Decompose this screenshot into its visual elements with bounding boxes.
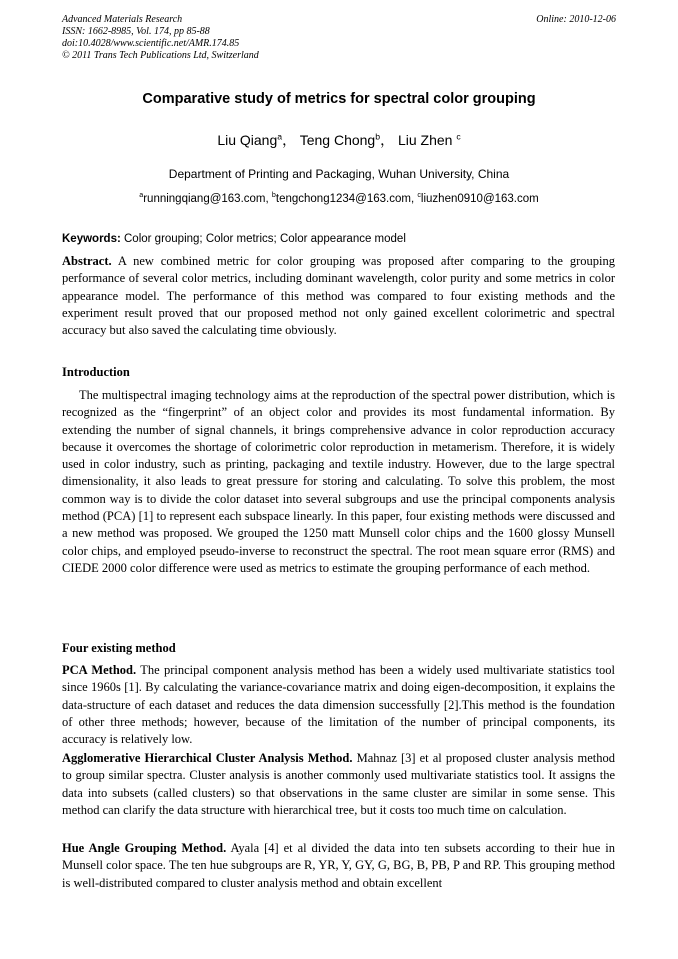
keywords-label: Keywords: — [62, 233, 121, 245]
online-date: Online: 2010-12-06 — [536, 14, 616, 25]
author-mark: b — [375, 131, 381, 142]
keywords — [62, 231, 616, 247]
section-heading-four-methods: Four existing method — [62, 641, 176, 655]
email-address[interactable]: liuzhen0910@163.com — [420, 193, 539, 205]
pca-method-paragraph — [62, 662, 615, 748]
author-mark: a — [277, 131, 283, 142]
email-address[interactable]: runningqiang@163.com, — [143, 193, 272, 205]
journal-header — [62, 14, 616, 62]
author-separator: ， — [282, 132, 297, 148]
cluster-method-paragraph — [62, 750, 615, 819]
author-separator: ， — [380, 132, 395, 148]
cluster-method-label: Agglomerative Hierarchical Cluster Analysis Method. — [62, 751, 353, 765]
abstract — [62, 253, 615, 339]
email-mark: c — [417, 191, 421, 200]
email-list — [62, 191, 616, 207]
section-heading-introduction: Introduction — [62, 365, 130, 379]
affiliation: Department of Printing and Packaging, Wuhan University, China — [168, 167, 510, 181]
author-mark: c — [456, 131, 461, 142]
hue-method-paragraph — [62, 840, 615, 892]
introduction-paragraph: The multispectral imaging technology aims at the reproduction of the spectral power distribution, which is recognized as the “fingerprint” of an object color and provides its most fundamental information. By extending the number of signal channels, it brings comprehensive advance in color reproduction accuracy because it overcomes the shortage of colorimetric color reproduction in metamerism. Therefore, it is widely used in color industry, such as printing, packaging and textile industry. However, due to the large spectral dimensionality, it also leads to great pressure for storing and calculating. To solve this problem, the most common way is to divide the color dataset into several subgroups and use the principal components analysis method (PCA) [1] to represent each subspace linearly. In this paper, four existing methods were discussed and a new method was proposed. We grouped the 1250 matt Munsell color chips and the 1600 glossy Munsell color chips, and employed pseudo-inverse to reconstruct the spectral. The root mean square error (RMS) and CIEDE 2000 color difference were used as metrics to estimate the grouping performance of each method. — [62, 388, 615, 575]
paper-title: Comparative study of metrics for spectral color grouping — [142, 91, 536, 107]
email-address[interactable]: tengchong1234@163.com, — [275, 193, 418, 205]
pca-method-text: The principal component analysis method has been a widely used multivariate statistics tool since 1960s [1]. By calculating the variance-covariance matrix and doing eigen-decomposition, it explains the data-structure of each dataset and reduces the data dimension successfully [2].This method is the foundation of other three methods; however, because of the limitation of the number of principal components, its accuracy is relatively low. — [62, 663, 615, 747]
doi-line: doi:10.4028/www.scientific.net/AMR.174.85 — [62, 38, 240, 49]
keywords-text: Color grouping; Color metrics; Color appearance model — [120, 233, 406, 245]
email-mark: b — [271, 191, 276, 200]
email-mark: a — [139, 191, 144, 200]
hue-method-label: Hue Angle Grouping Method. — [62, 841, 227, 855]
author-name: Teng Chong — [299, 132, 376, 148]
abstract-label: Abstract. — [62, 254, 112, 268]
issn-line: ISSN: 1662-8985, Vol. 174, pp 85-88 — [62, 26, 210, 37]
author-name: Liu Qiang — [217, 132, 278, 148]
author-list — [62, 131, 616, 149]
journal-name: Advanced Materials Research — [62, 14, 183, 25]
abstract-text: A new combined metric for color grouping was proposed after comparing to the grouping performance of several color metrics, including dominant wavelength, color purity and some metrics in color appearance model. The performance of this method was compared to four existing methods and the experiment result proved that our proposed method not only gained excellent colorimetric and spectral accuracy but also saved the calculating time obviously. — [62, 254, 615, 338]
pca-method-label: PCA Method. — [62, 663, 137, 677]
copyright-line: © 2011 Trans Tech Publications Ltd, Switzerland — [62, 50, 259, 61]
cluster-method-text: Mahnaz [3] et al proposed cluster analysis method to group similar spectra. Cluster analysis is another commonly used multivariate statistics tool. It assigns the data into subsets (called clusters) so that observations in the same cluster are similar in some sense. This method can clarify the data structure with hierarchical tree, but it costs too much time on calculation. — [62, 751, 615, 817]
hue-method-text: Ayala [4] et al divided the data into ten subsets according to their hue in Munsell color space. The ten hue subgroups are R, YR, Y, GY, G, BG, B, PB, P and RP. This grouping method is well-distributed compared to cluster analysis method and obtain excellent — [62, 841, 615, 890]
author-name: Liu Zhen — [397, 132, 457, 148]
